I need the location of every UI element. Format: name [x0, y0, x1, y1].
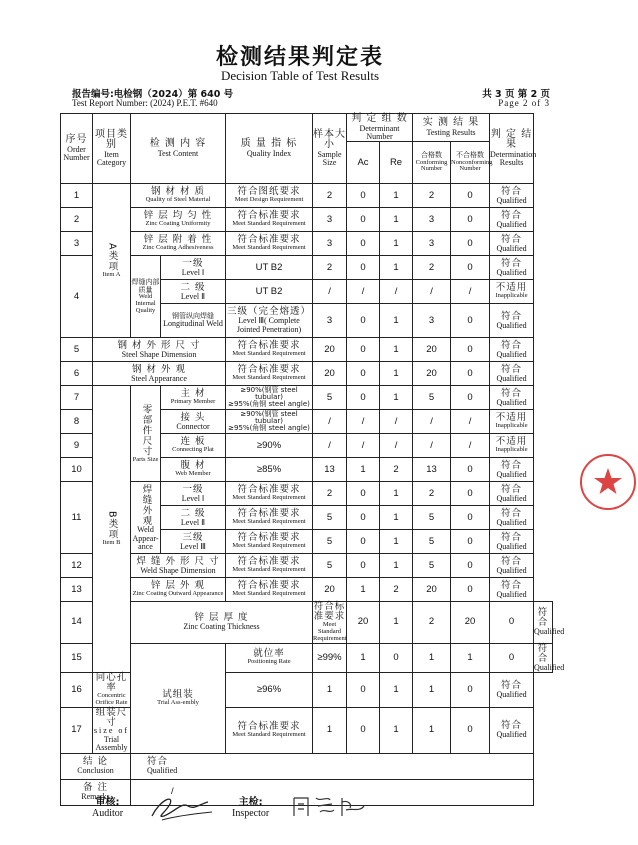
- re-value: 1: [380, 530, 413, 554]
- re-value: 2: [380, 578, 413, 602]
- ac-value: 1: [347, 578, 380, 602]
- ac-value: 0: [347, 386, 380, 410]
- re-value: 1: [380, 482, 413, 506]
- header-sample: 样本大小 Sample Size: [313, 114, 347, 184]
- table-row: [61, 338, 553, 362]
- conforming-number: /: [413, 410, 451, 434]
- conforming-number: 2: [413, 184, 451, 208]
- header-category: 项目类别 Item Category: [93, 114, 131, 184]
- sample-size: 1: [313, 707, 347, 753]
- ac-value: /: [347, 434, 380, 458]
- quality-index: UT B2: [226, 280, 313, 304]
- row-number: 7: [61, 386, 93, 410]
- conclusion-value: 符合 Qualified: [131, 753, 534, 779]
- nonconforming-number: 0: [451, 232, 490, 256]
- sub-content: 同心孔率 Concentric Orifice Rate: [93, 672, 131, 707]
- re-value: /: [380, 410, 413, 434]
- page-count-cn: 共 3 页 第 2 页: [482, 89, 550, 100]
- conforming-number: 2: [413, 482, 451, 506]
- ac-value: 0: [347, 554, 380, 578]
- nonconforming-number: /: [451, 410, 490, 434]
- conforming-number: 20: [451, 602, 490, 643]
- row-number: 16: [61, 672, 93, 707]
- quality-index: 符合标准要求 Meet Standard Requirement: [313, 601, 347, 642]
- ac-value: 0: [347, 530, 380, 554]
- row-number: 15: [61, 643, 93, 672]
- sub-content: 就位率 Positioning Rate: [226, 643, 313, 672]
- quality-index: 符合标准要求 Meet Standard Requirement: [226, 482, 313, 506]
- ac-value: 0: [347, 362, 380, 386]
- re-value: 1: [380, 208, 413, 232]
- ac-value: 1: [380, 602, 413, 643]
- sample-size: 2: [313, 256, 347, 280]
- quality-index: ≥90%(钢管 steel tubular) ≥95%(角钢 steel angle): [226, 410, 313, 434]
- table-row: [61, 208, 553, 232]
- row-number: 8: [61, 410, 93, 434]
- header-determinant: 判 定 组 数 Determinant Number: [347, 114, 413, 142]
- header-order: 序号 Order Number: [61, 114, 93, 184]
- quality-index: 符合标准要求 Meet Standard Requirement: [226, 530, 313, 554]
- quality-index: 符合标准要求 Meet Standard Requirement: [226, 208, 313, 232]
- re-value: 1: [380, 386, 413, 410]
- re-value: 1: [413, 643, 451, 672]
- header-ac: Ac: [347, 142, 380, 184]
- determination-result: 不适用 Inapplicable: [490, 280, 534, 304]
- header-re: Re: [380, 142, 413, 184]
- sample-size: 3: [313, 232, 347, 256]
- table-row: [61, 232, 553, 256]
- header-result: 判 定 结 果 Determination Results: [490, 114, 534, 184]
- re-value: 1: [380, 338, 413, 362]
- ac-value: /: [347, 280, 380, 304]
- quality-index: 符合标准要求 Meet Standard Requirement: [226, 362, 313, 386]
- nonconforming-number: 0: [451, 707, 490, 753]
- conforming-number: 1: [413, 672, 451, 707]
- re-value: /: [380, 434, 413, 458]
- header-content: 检 测 内 容 Test Content: [131, 114, 226, 184]
- sample-size: 1: [313, 672, 347, 707]
- nonconforming-number: /: [451, 280, 490, 304]
- row-number: 12: [61, 554, 93, 578]
- report-number-cn: 报告编号:电检钢（2024）第 640 号: [72, 89, 234, 100]
- sample-size: 3: [313, 208, 347, 232]
- quality-index: UT B2: [226, 256, 313, 280]
- determination-result: 符合 Qualified: [490, 256, 534, 280]
- row-number: 6: [61, 362, 93, 386]
- re-value: 1: [380, 304, 413, 338]
- conforming-number: 20: [413, 362, 451, 386]
- row-number: 3: [61, 232, 93, 256]
- conforming-number: 5: [413, 386, 451, 410]
- quality-index: ≥99%: [313, 643, 347, 672]
- ac-value: 0: [347, 208, 380, 232]
- quality-index: 符合标准要求 Meet Standard Requirement: [226, 232, 313, 256]
- quality-index: ≥85%: [226, 458, 313, 482]
- quality-index: ≥90%: [226, 434, 313, 458]
- sub-content: 主 材 Primary Member: [161, 386, 226, 410]
- conforming-number: 3: [413, 208, 451, 232]
- ac-value: 0: [347, 256, 380, 280]
- nonconforming-number: 0: [451, 338, 490, 362]
- quality-index: 三级（完全熔透） Level Ⅲ( Complete Jointed Penetration): [226, 304, 313, 338]
- ac-value: 0: [347, 707, 380, 753]
- sample-size: 20: [313, 338, 347, 362]
- conforming-number: 13: [413, 458, 451, 482]
- quality-index: 符合标准要求 Meet Standard Requirement: [226, 578, 313, 602]
- conforming-number: 1: [413, 707, 451, 753]
- determination-result: 符合 Qualified: [490, 554, 534, 578]
- category-b: B类项 Item B: [93, 386, 131, 673]
- re-value: 1: [380, 232, 413, 256]
- nonconforming-number: 0: [451, 530, 490, 554]
- re-value: 1: [380, 362, 413, 386]
- conforming-number: 3: [413, 304, 451, 338]
- sample-size: 5: [313, 530, 347, 554]
- determination-result: 符合 Qualified: [490, 506, 534, 530]
- ac-value: 0: [347, 482, 380, 506]
- sample-size: 20: [313, 362, 347, 386]
- sample-size: 5: [313, 554, 347, 578]
- conforming-number: /: [413, 280, 451, 304]
- ac-value: 0: [347, 232, 380, 256]
- test-content: 钢 材 材 质 Quality of Steel Material: [131, 184, 226, 208]
- conclusion-row: [61, 753, 553, 779]
- re-value: 1: [380, 506, 413, 530]
- auditor-signature: [148, 790, 218, 822]
- row-number: 9: [61, 434, 93, 458]
- sample-size: 1: [347, 643, 380, 672]
- nonconforming-number: 0: [451, 208, 490, 232]
- determination-result: 符合 Qualified: [490, 672, 534, 707]
- test-content: 锌 层 附 着 性 Zinc Coating Adhesiveness: [131, 232, 226, 256]
- sample-size: /: [313, 280, 347, 304]
- sub-content: 二 级 Level Ⅱ: [161, 280, 226, 304]
- determination-result: 符合 Qualified: [490, 482, 534, 506]
- determination-result: 符合 Qualified: [534, 642, 565, 672]
- remarks-value: /: [131, 779, 534, 805]
- nonconforming-number: 0: [451, 386, 490, 410]
- sample-size: 2: [313, 482, 347, 506]
- re-value: 2: [413, 602, 451, 643]
- page-title: 检测结果判定表: [215, 44, 384, 70]
- ac-value: 0: [347, 506, 380, 530]
- ac-value: 0: [380, 643, 413, 672]
- determination-result: 不适用 Inapplicable: [490, 434, 534, 458]
- conforming-number: 3: [413, 232, 451, 256]
- red-seal-stamp: [578, 452, 638, 512]
- weld-internal-quality-group: 焊缝内部质量 Weld Internal Quality: [131, 256, 161, 338]
- nonconforming-number: 0: [451, 482, 490, 506]
- sample-size: 3: [313, 304, 347, 338]
- conforming-number: 5: [413, 506, 451, 530]
- nonconforming-number: 0: [451, 458, 490, 482]
- nonconforming-number: 0: [451, 554, 490, 578]
- row-number: 2: [61, 208, 93, 232]
- nonconforming-number: 0: [451, 184, 490, 208]
- nonconforming-number: 0: [490, 643, 534, 672]
- row-number: 10: [61, 458, 93, 482]
- quality-index: ≥90%(钢管 steel tubular) ≥95%(角钢 steel angle): [226, 386, 313, 410]
- sample-size: 20: [347, 602, 380, 643]
- quality-index: ≥96%: [226, 672, 313, 707]
- sub-content: 连 板 Connecting Plat: [161, 434, 226, 458]
- conforming-number: 20: [413, 578, 451, 602]
- determination-result: 符合 Qualified: [490, 386, 534, 410]
- ac-value: 0: [347, 184, 380, 208]
- test-content: 钢 材 外 形 尺 寸 Steel Shape Dimension: [93, 338, 226, 362]
- header-row: [61, 114, 553, 142]
- weld-appearance-group: 焊缝外观 Weld Appear-ance: [131, 482, 161, 554]
- determination-result: 符合 Qualified: [490, 304, 534, 338]
- re-value: 1: [380, 707, 413, 753]
- table-row: [61, 386, 553, 410]
- nonconforming-number: 0: [451, 672, 490, 707]
- conforming-number: /: [413, 434, 451, 458]
- table-row: [61, 554, 553, 578]
- header-conforming: 合格数 Conforming Number: [413, 142, 451, 184]
- category-a: A类项 Item A: [93, 184, 131, 338]
- sample-size: 5: [313, 386, 347, 410]
- sub-content: 接 头 Connector: [161, 410, 226, 434]
- determination-result: 符合 Qualified: [490, 208, 534, 232]
- ac-value: 0: [347, 338, 380, 362]
- row-number: 13: [61, 578, 93, 602]
- re-value: /: [380, 280, 413, 304]
- re-value: 1: [380, 672, 413, 707]
- determination-result: 符合 Qualified: [490, 362, 534, 386]
- nonconforming-number: 0: [451, 304, 490, 338]
- conforming-number: 5: [413, 530, 451, 554]
- determination-result: 符合 Qualified: [490, 184, 534, 208]
- row-number: 4: [61, 256, 93, 338]
- report-number-en: Test Report Number: (2024) P.E.T. #640: [72, 98, 218, 108]
- conforming-number: 20: [413, 338, 451, 362]
- nonconforming-number: 0: [451, 256, 490, 280]
- auditor-label: 审核: Auditor: [92, 797, 124, 819]
- test-content: 锌 层 外 观 Zinc Coating Outward Appearance: [131, 578, 226, 602]
- table-row: [61, 643, 553, 672]
- sub-content: 三级 Level Ⅲ: [161, 530, 226, 554]
- conclusion-label: 结 论 Conclusion: [61, 753, 131, 779]
- results-table: [60, 113, 565, 806]
- page-subtitle: Decision Table of Test Results: [220, 68, 379, 83]
- header-nonconforming: 不合格数 Nonconforming Number: [451, 142, 490, 184]
- header-quality: 质 量 指 标 Quality Index: [226, 114, 313, 184]
- test-content: 焊 缝 外 形 尺 寸 Weld Shape Dimension: [131, 554, 226, 578]
- sub-content: 二 级 Level Ⅱ: [161, 506, 226, 530]
- re-value: 2: [380, 458, 413, 482]
- ac-value: /: [347, 410, 380, 434]
- re-value: 1: [380, 256, 413, 280]
- sub-content: 腹 材 Web Member: [161, 458, 226, 482]
- trial-assembly-group: 试组装 Trial Ass-embly: [131, 643, 226, 753]
- test-content: 锌 层 均 匀 性 Zinc Coating Uniformity: [131, 208, 226, 232]
- sample-size: /: [313, 434, 347, 458]
- page-count-en: Page 2 of 3: [498, 98, 550, 108]
- header-testing: 实 测 结 果 Testing Results: [413, 114, 490, 142]
- remarks-label: 备 注 Remarks: [61, 779, 131, 805]
- sample-size: 2: [313, 184, 347, 208]
- quality-index: 符合标准要求 Meet Standard Requirement: [226, 554, 313, 578]
- quality-index: 符合图纸要求 Meet Design Requirement: [226, 184, 313, 208]
- ac-value: 0: [347, 304, 380, 338]
- sample-size: 5: [313, 506, 347, 530]
- conforming-number: 5: [413, 554, 451, 578]
- table-row: [61, 602, 553, 643]
- determination-result: 符合 Qualified: [490, 458, 534, 482]
- row-number: 14: [61, 602, 93, 643]
- conforming-number: 1: [451, 643, 490, 672]
- determination-result: 不适用 Inapplicable: [490, 410, 534, 434]
- inspector-label: 主检: Inspector: [232, 797, 270, 819]
- parts-size-group: 零部件尺寸 Parts Size: [131, 386, 161, 482]
- test-content: 锌 层 厚 度 Zinc Coating Thickness: [131, 602, 313, 643]
- sub-content: 一级 Level Ⅰ: [161, 256, 226, 280]
- nonconforming-number: /: [451, 434, 490, 458]
- determination-result: 符合 Qualified: [534, 602, 553, 643]
- test-content: 钢 材 外 观 Steel Appearance: [93, 362, 226, 386]
- nonconforming-number: 0: [451, 506, 490, 530]
- sample-size: 20: [313, 578, 347, 602]
- quality-index: 符合标准要求 Meet Standard Requirement: [226, 707, 313, 753]
- quality-index: 符合标准要求 Meet Standard Requirement: [226, 338, 313, 362]
- sample-size: /: [313, 410, 347, 434]
- row-number: 5: [61, 338, 93, 362]
- row-number: 11: [61, 482, 93, 554]
- determination-result: 符合 Qualified: [490, 707, 534, 753]
- nonconforming-number: 0: [451, 362, 490, 386]
- determination-result: 符合 Qualified: [490, 578, 534, 602]
- nonconforming-number: 0: [490, 602, 534, 643]
- ac-value: 1: [347, 458, 380, 482]
- row-number: 1: [61, 184, 93, 208]
- re-value: 1: [380, 554, 413, 578]
- sub-content: 一级 Level Ⅰ: [161, 482, 226, 506]
- ac-value: 0: [347, 672, 380, 707]
- determination-result: 符合 Qualified: [490, 232, 534, 256]
- inspector-signature: [290, 792, 370, 820]
- sub-content: 组装尺寸 size of Trial Assembly: [93, 706, 130, 753]
- determination-result: 符合 Qualified: [490, 530, 534, 554]
- table-row: [61, 256, 553, 280]
- quality-index: 符合标准要求 Meet Standard Requirement: [226, 506, 313, 530]
- conforming-number: 2: [413, 256, 451, 280]
- table-row: [61, 184, 553, 208]
- table-row: [61, 362, 553, 386]
- row-number: 17: [61, 707, 93, 753]
- nonconforming-number: 0: [451, 578, 490, 602]
- sample-size: 13: [313, 458, 347, 482]
- re-value: 1: [380, 184, 413, 208]
- sub-content: 钢管纵向焊缝 Longitudinal Weld: [161, 304, 226, 338]
- determination-result: 符合 Qualified: [490, 338, 534, 362]
- table-row: [61, 578, 553, 602]
- table-row: [61, 482, 553, 506]
